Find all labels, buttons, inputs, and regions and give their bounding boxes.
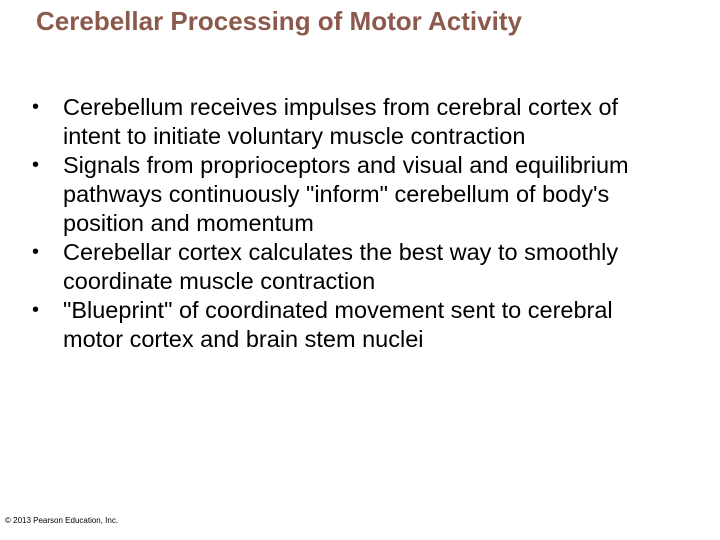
bullet-icon: • [32,96,40,118]
bullet-item [30,238,670,296]
bullet-icon: • [32,241,40,263]
bullet-item [30,296,670,354]
bullet-item [30,151,670,238]
bullet-icon: • [32,154,40,176]
bullet-text: Cerebellum receives impulses from cerebral cortex of intent to initiate voluntary muscle contraction [63,94,619,149]
slide-title: Cerebellar Processing of Motor Activity [36,6,522,36]
bullet-item [30,93,670,151]
copyright-footer: © 2013 Pearson Education, Inc. [5,516,119,525]
bullet-text: "Blueprint" of coordinated movement sent to cerebral motor cortex and brain stem nuclei [63,297,613,352]
bullet-list [30,93,670,354]
bullet-text: Signals from proprioceptors and visual and equilibrium pathways continuously "inform" cerebellum of body's position and momentum [63,152,629,236]
bullet-text: Cerebellar cortex calculates the best way to smoothly coordinate muscle contraction [63,239,619,294]
bullet-icon: • [32,299,40,321]
